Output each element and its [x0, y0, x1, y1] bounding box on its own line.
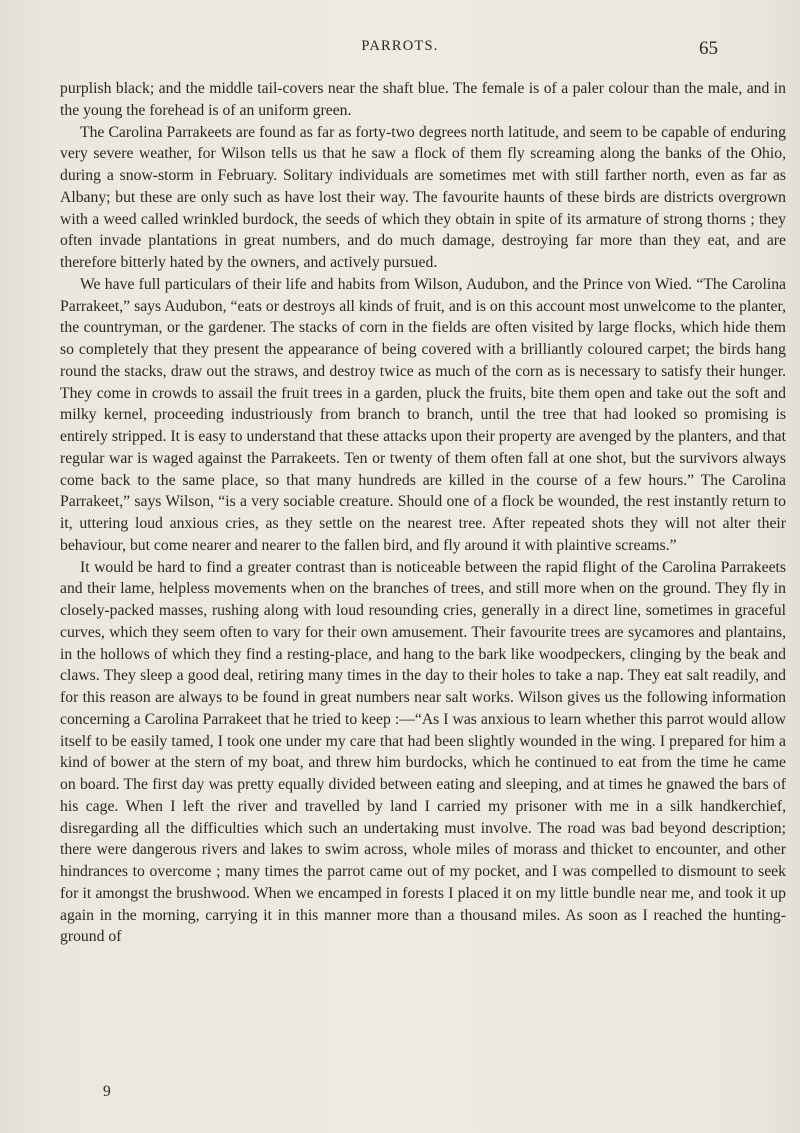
paragraph: We have full particulars of their life and habits from Wilson, Audubon, and the Prince von Wied. “The Carolina Parrakeet,” says Audubon, “eats or destroys all kinds of fruit, and is on this account most unwelcome to the planter, the countryman, or the gardener. The stacks of corn in the fields are often visited by large flocks, which hide them so completely that they present the appearance of being covered with a brilliantly coloured carpet; the birds hang round the stacks, draw out the straws, and destroy twice as much of the corn as is necessary to satisfy their hunger. They come in crowds to assail the fruit trees in a garden, pluck the fruits, bite them open and take out the soft and milky kernel, proceeding industriously from branch to branch, until the tree that had looked so promising is entirely stripped. It is easy to understand that these attacks upon their property are avenged by the planters, and that regular war is waged against the Parrakeets. Ten or twenty of them often fall at one shot, but the survivors always come back to the same place, so that many hundreds are killed in the course of a few hours.” The Carolina Parrakeet,” says Wilson, “is a very sociable creature. Should one of a flock be wounded, the rest instantly return to it, uttering loud anxious cries, as they settle on the nearest tree. After repeated shots they will not alter their behaviour, but come nearer and nearer to the fallen bird, and fly around it with plaintive screams.” [60, 275, 786, 554]
running-head: PARROTS. [361, 38, 439, 54]
paragraph: It would be hard to find a greater contrast than is noticeable between the rapid flight of the Carolina Parrakeets and their lame, helpless movements when on the branches of trees, and still more when on the ground. They fly in closely-packed masses, rushing along with loud resounding cries, generally in a direct line, sometimes in graceful curves, which they seem often to vary for their own amusement. Their favourite trees are sycamores and plantains, in the hollows of which they find a resting-place, and hang to the bark like woodpeckers, clinging by the beak and claws. They sleep a good deal, retiring many times in the day to their holes to take a nap. They eat salt readily, and for this reason are always to be found in great numbers near salt works. Wilson gives us the following information concerning a Carolina Parrakeet that he tried to keep :—“As I was anxious to learn whether this parrot would allow itself to be easily tamed, I took one under my care that had been slightly wounded in the wing. I prepared for him a kind of bower at the stern of my boat, and threw him burdocks, which he continued to eat from the time he came on board. The first day was pretty equally divided between eating and sleeping, and at times he gnawed the bars of his cage. When I left the river and travelled by land I carried my prisoner with me in a silk handkerchief, disregarding all the difficulties which such an undertaking must involve. The road was bad beyond description; there were dangerous rivers and lakes to swim across, whole miles of morass and thicket to encounter, and other hindrances to overcome ; many times the parrot came out of my pocket, and I was compelled to dismount to seek for it amongst the brushwood. When we encamped in forests I placed it on my little bundle near me, and took it up again in the morning, carrying it in this manner more than a thousand miles. As soon as I reached the hunting-ground of [60, 558, 786, 946]
body-text [60, 78, 786, 948]
page-number: 65 [699, 38, 718, 59]
signature-mark: 9 [103, 1083, 111, 1100]
paragraph: The Carolina Parrakeets are found as far as forty-two degrees north latitude, and seem to be capable of enduring very severe weather, for Wilson tells us that he saw a flock of them fly screaming along the banks of the Ohio, during a snow-storm in February. Solitary individuals are sometimes met with still farther north, even as far as Albany; but these are only such as have lost their way. The favourite haunts of these birds are districts overgrown with a weed called wrinkled burdock, the seeds of which they obtain in spite of its armature of strong thorns ; they often invade plantations in great numbers, and do much damage, destroying far more than they eat, and are therefore bitterly hated by the owners, and actively pursued. [60, 123, 786, 271]
page-header [0, 38, 800, 68]
paragraph: purplish black; and the middle tail-covers near the shaft blue. The female is of a paler colour than the male, and in the young the forehead is of an uniform green. [60, 80, 786, 119]
